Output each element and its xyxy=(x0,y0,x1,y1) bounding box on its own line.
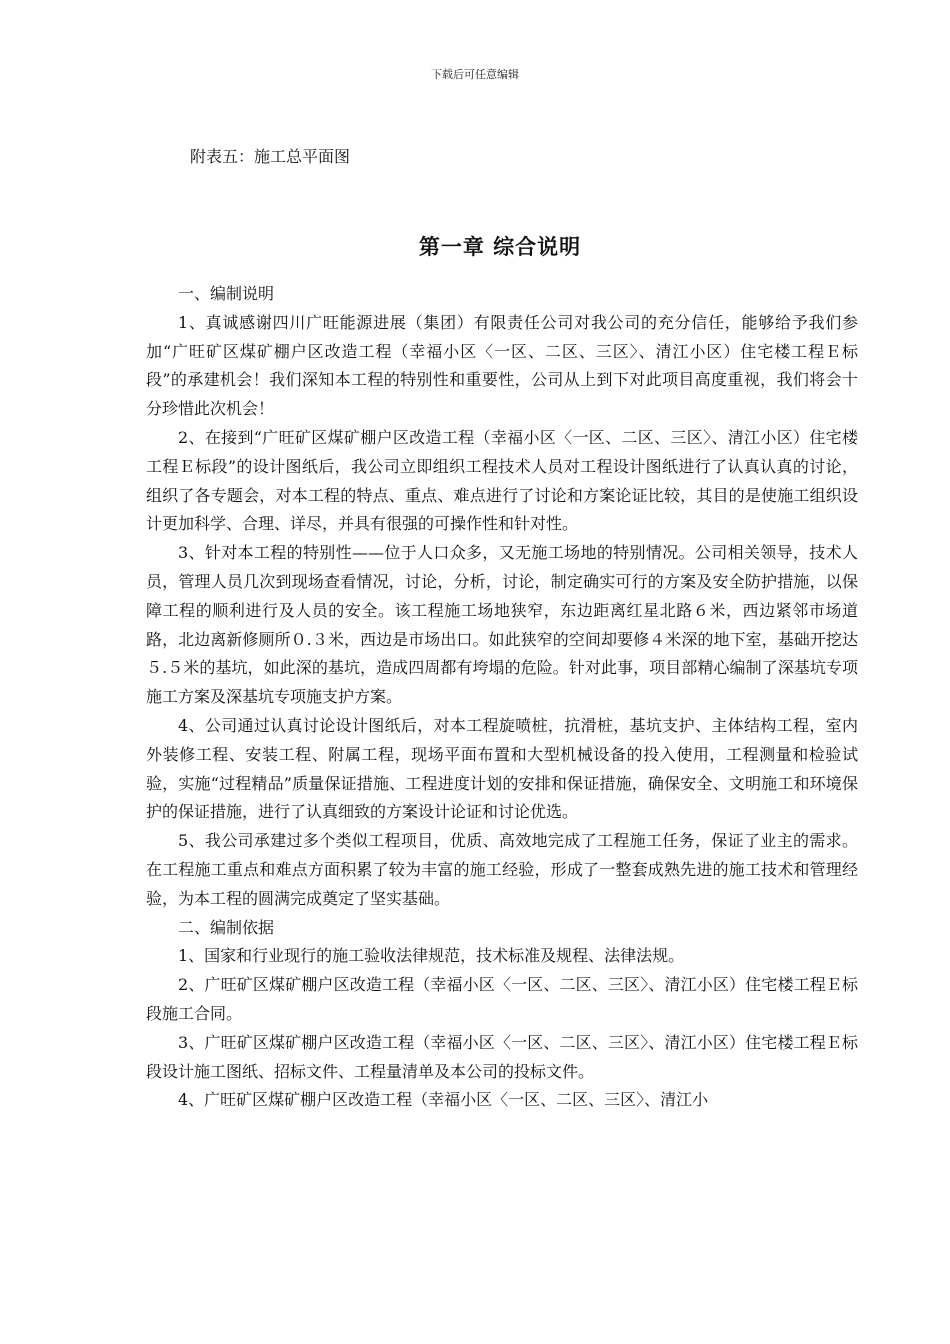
section-heading-compilation-notes: 一、编制说明 xyxy=(178,284,275,303)
paragraph-item: 3、广旺矿区煤矿棚户区改造工程（幸福小区〈一区、二区、三区〉、清江小区）住宅楼工程Ｅ标段设计施工图纸、招标文件、工程量清单及本公司的投标文件。 xyxy=(146,1032,858,1081)
paragraph-item: 4、公司通过认真讨论设计图纸后，对本工程旋喷桩，抗滑桩，基坑支护、主体结构工程，室内外装修工程、安装工程、附属工程，现场平面布置和大型机械设备的投入使用，工程测量和检验试验，实施“过程精品”质量保证措施、工程进度计划的安排和保证措施，确保安全、文明施工和环境保护的保证措施，进行了认真细致的方案设计论证和讨论优选。 xyxy=(146,715,858,822)
body-text xyxy=(146,280,858,1115)
paragraph-item: 1、国家和行业现行的施工验收法律规范，技术标准及规程、法律法规。 xyxy=(178,946,685,966)
paragraph-item: 3、针对本工程的特别性——位于人口众多，又无施工场地的特别情况。公司相关领导，技术人员，管理人员几次到现场查看情况，讨论，分析，讨论，制定确实可行的方案及安全防护措施，以保障工程的顺利进行及人员的安全。该工程施工场地狭窄，东边距离红星北路６米，西边紧邻市场道路，北边离新修厕所０.３米，西边是市场出口。如此狭窄的空间却要修４米深的地下室，基础开挖达５.５米的基坑，如此深的基坑，造成四周都有垮塌的危险。针对此事，项目部精心编制了深基坑专项施工方案及深基坑专项施支护方案。 xyxy=(146,543,858,707)
chapter-title: 第一章 综合说明 xyxy=(418,234,582,259)
paragraph-item: 2、在接到“广旺矿区煤矿棚户区改造工程（幸福小区〈一区、二区、三区〉、清江小区）住宅楼工程Ｅ标段”的设计图纸后，我公司立即组织工程技术人员对工程设计图纸进行了认真认真的讨论，组织了各专题会，对本工程的特点、重点、难点进行了讨论和方案论证比较，其目的是使施工组织设计更加科学、合理、详尽，并具有很强的可操作性和针对性。 xyxy=(146,427,858,534)
paragraph-item: 2、广旺矿区煤矿棚户区改造工程（幸福小区〈一区、二区、三区〉、清江小区）住宅楼工程Ｅ标段施工合同。 xyxy=(146,975,858,1023)
paragraph-item: 5、我公司承建过多个类似工程项目，优质、高效地完成了工程施工任务，保证了业主的需求。在工程施工重点和难点方面积累了较为丰富的施工经验，形成了一整套成熟先进的施工技术和管理经验，为本工程的圆满完成奠定了坚实基础。 xyxy=(146,831,858,908)
paragraph-item: 4、广旺矿区煤矿棚户区改造工程（幸福小区〈一区、二区、三区〉、清江小 xyxy=(178,1090,709,1110)
header-note: 下载后可任意编辑 xyxy=(431,68,519,81)
appendix-line: 附表五：施工总平面图 xyxy=(190,147,351,166)
section-heading-compilation-basis: 二、编制依据 xyxy=(178,917,275,937)
paragraph-item: 1、真诚感谢四川广旺能源进展（集团）有限责任公司对我公司的充分信任，能够给予我们参加“广旺矿区煤矿棚户区改造工程（幸福小区〈一区、二区、三区〉、清江小区）住宅楼工程Ｅ标段”的承建机会！我们深知本工程的特别性和重要性，公司从上到下对此项目高度重视，我们将会十分珍惜此次机会！ xyxy=(146,312,858,419)
